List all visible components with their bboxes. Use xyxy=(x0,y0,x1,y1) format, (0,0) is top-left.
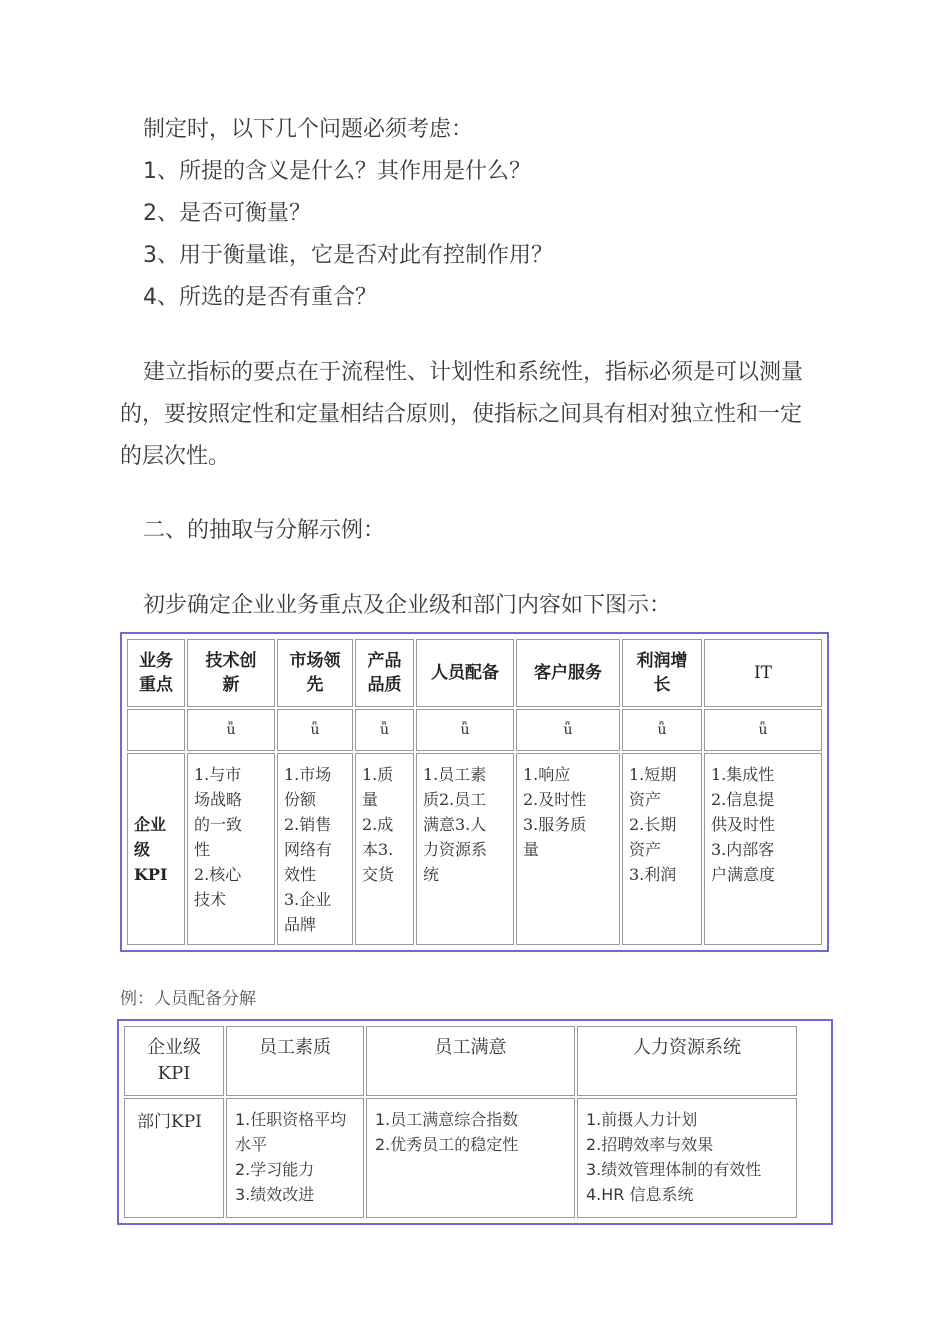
table2-cell: 1.员工满意综合指数 2.优秀员工的稳定性 xyxy=(366,1098,575,1218)
table2-header: 人力资源系统 xyxy=(577,1026,797,1096)
down-arrow-icon: ǖ xyxy=(416,709,514,751)
table1-header: 客户服务 xyxy=(516,639,620,707)
question-2: 2、是否可衡量？ xyxy=(143,201,311,226)
section-title: 二、的抽取与分解示例： xyxy=(143,518,386,543)
table2-caption: 例：人员配备分解 xyxy=(120,989,256,1009)
kpi-table xyxy=(120,632,829,952)
table2-cell: 1.任职资格平均 水平 2.学习能力 3.绩效改进 xyxy=(226,1098,364,1218)
down-arrow-icon: ǖ xyxy=(187,709,275,751)
table1-header: 技术创 新 xyxy=(187,639,275,707)
down-arrow-icon: ǖ xyxy=(622,709,702,751)
table1-header: 利润增 长 xyxy=(622,639,702,707)
table2-header: 员工满意 xyxy=(366,1026,575,1096)
down-arrow-icon: ǖ xyxy=(704,709,822,751)
table1-kpi-cell: 1.短期 资产 2.长期 资产 3.利润 xyxy=(622,753,702,945)
table1-kpi-cell: 1.响应 2.及时性 3.服务质 量 xyxy=(516,753,620,945)
table1-header: 人员配备 xyxy=(416,639,514,707)
table2-cell: 1.前摄人力计划 2.招聘效率与效果 3.绩效管理体制的有效性 4.HR 信息系统 xyxy=(577,1098,797,1218)
table1-kpi-cell: 1.员工素 质2.员工 满意3.人 力资源系 统 xyxy=(416,753,514,945)
table1-header: IT xyxy=(704,639,822,707)
table2-row-label: 部门KPI xyxy=(124,1098,224,1218)
question-1: 1、所提的含义是什么？其作用是什么？ xyxy=(143,159,531,184)
table2-corner: 企业级 KPI xyxy=(124,1026,224,1096)
principle-paragraph: 建立指标的要点在于流程性、计划性和系统性，指标必须是可以测量的，要按照定性和定量相结合原则，使指标之间具有相对独立性和一定的层次性。 xyxy=(120,360,804,469)
table1-corner: 业务 重点 xyxy=(127,639,185,707)
table1-kpi-cell: 1.市场 份额 2.销售 网络有 效性 3.企业 品牌 xyxy=(277,753,353,945)
table1-kpi-cell: 1.与市 场战略 的一致 性 2.核心 技术 xyxy=(187,753,275,945)
table1-row-label: 企业 级 KPI xyxy=(127,753,185,945)
down-arrow-icon: ǖ xyxy=(277,709,353,751)
table1-intro: 初步确定企业业务重点及企业级和部门内容如下图示： xyxy=(143,593,672,618)
down-arrow-icon: ǖ xyxy=(516,709,620,751)
down-arrow-icon: ǖ xyxy=(355,709,414,751)
staffing-breakdown-table xyxy=(117,1019,833,1225)
intro-lead: 制定时，以下几个问题必须考虑： xyxy=(143,117,474,142)
question-3: 3、用于衡量谁，它是否对此有控制作用？ xyxy=(143,243,553,268)
table1-kpi-cell: 1.集成性 2.信息提 供及时性 3.内部客 户满意度 xyxy=(704,753,822,945)
table1-empty-cell xyxy=(127,709,185,751)
table1-header: 市场领 先 xyxy=(277,639,353,707)
table1-kpi-cell: 1.质 量 2.成 本3. 交货 xyxy=(355,753,414,945)
table2-header: 员工素质 xyxy=(226,1026,364,1096)
question-4: 4、所选的是否有重合？ xyxy=(143,285,377,310)
table1-header: 产品 品质 xyxy=(355,639,414,707)
